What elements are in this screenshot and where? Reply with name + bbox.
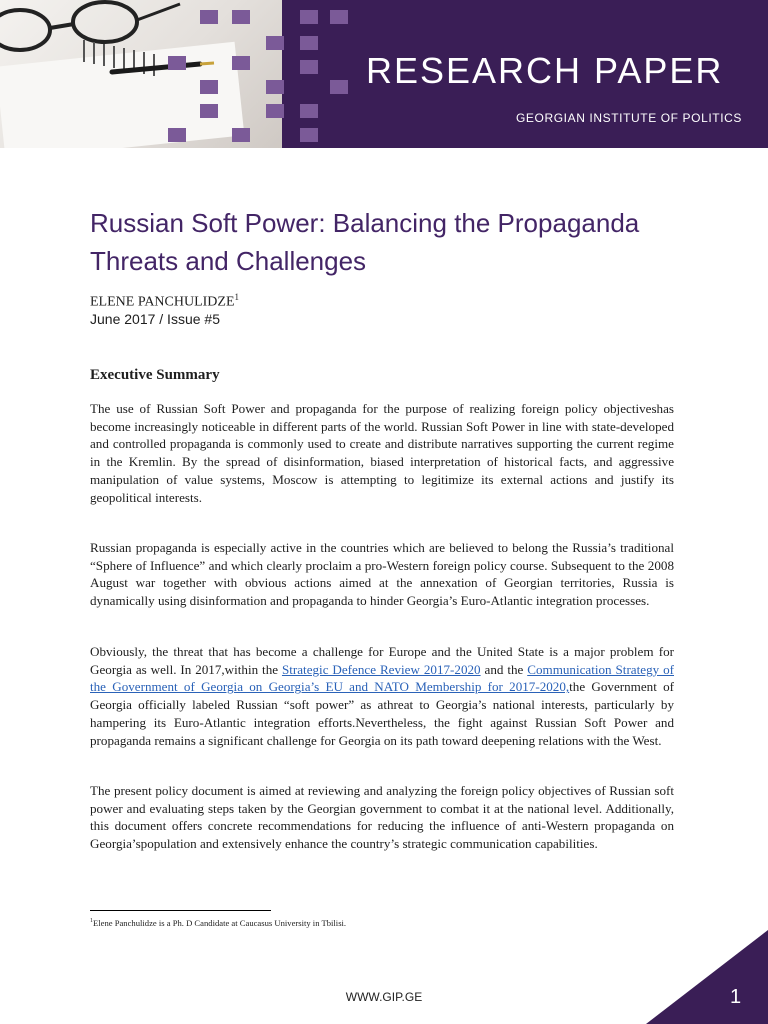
issue-date: June 2017 / Issue #5 xyxy=(90,311,220,327)
footnote-mark: 1 xyxy=(90,918,93,925)
paragraph-3-text-c: the Government of Georgia officially labeled Russian “soft power” as athreat to Georgia’s national interests, particularly by hampering its Euro-Atlantic integration efforts.Nevertheless, the fight against Russian Soft Power and propaganda remains a significant challenge for Georgia on its path toward deepening relations with the West. xyxy=(90,679,674,748)
page-number: 1 xyxy=(730,986,742,1008)
executive-summary-heading: Executive Summary xyxy=(90,367,220,383)
institute-name: GEORGIAN INSTITUTE OF POLITICS xyxy=(516,111,743,125)
author-name: ELENE PANCHULIDZE xyxy=(90,294,235,310)
corner-triangle xyxy=(646,930,768,1024)
summary-paragraph-1: The use of Russian Soft Power and propaganda for the purpose of realizing foreign policy objectiveshas become increasingly noticeable in different parts of the world. Russian Soft Power in line with state-developed and controlled propaganda is commonly used to create and distribute narratives supporting the current regime in the Kremlin. By the spread of disinformation, biased interpretation of historical facts, and aggressive manipulation of value systems, Moscow is attempting to legitimize its external actions and justify its geopolitical interests. xyxy=(90,401,674,505)
summary-paragraph-3 xyxy=(90,643,674,749)
summary-paragraph-4: The present policy document is aimed at reviewing and analyzing the foreign policy objectives of Russian soft power and evaluating steps taken by the Georgian government to combat it at the national level. Additionally, this document offers concrete recommendations for reducing the influence of anti-Western propaganda on Georgia’spopulation and extensively enhance the country’s strategic communication capabilities. xyxy=(90,783,674,852)
footnote-divider xyxy=(90,910,271,911)
strategic-defence-review-link[interactable]: Strategic Defence Review 2017-2020 xyxy=(281,661,481,677)
author-footnote-mark[interactable]: 1 xyxy=(234,292,240,302)
research-paper-title: RESEARCH PAPER xyxy=(366,50,724,91)
paragraph-3-text-a: Obviously, the threat that has become a challenge for Europe and the United State is a major problem for Georgia as well. In 2017,within the xyxy=(90,644,674,677)
footer-website[interactable]: WWW.GIP.GE xyxy=(345,990,423,1004)
footnote xyxy=(90,918,346,928)
paragraph-3-text-b: and the xyxy=(480,661,528,677)
header-banner xyxy=(0,0,768,148)
document-title: Russian Soft Power: Balancing the Propaganda Threats and Challenges xyxy=(90,208,640,276)
communication-strategy-link[interactable]: Communication Strategy of the Government of Georgia on Georgia’s EU and NATO Membership for 2017-2020, xyxy=(90,661,674,695)
summary-paragraph-2: Russian propaganda is especially active in the countries which are believed to belong the Russia’s traditional “Sphere of Influence” and which clearly proclaim a pro-Western foreign policy course. Subsequent to the 2008 August war together with obvious actions aimed at the annexation of Georgian territories, Russia is dynamically using disinformation and propaganda to hinder Georgia’s Euro-Atlantic integration processes. xyxy=(90,540,674,609)
footnote-text: Elene Panchulidze is a Ph. D Candidate at Caucasus University in Tbilisi. xyxy=(93,918,347,928)
author-line xyxy=(90,292,239,311)
